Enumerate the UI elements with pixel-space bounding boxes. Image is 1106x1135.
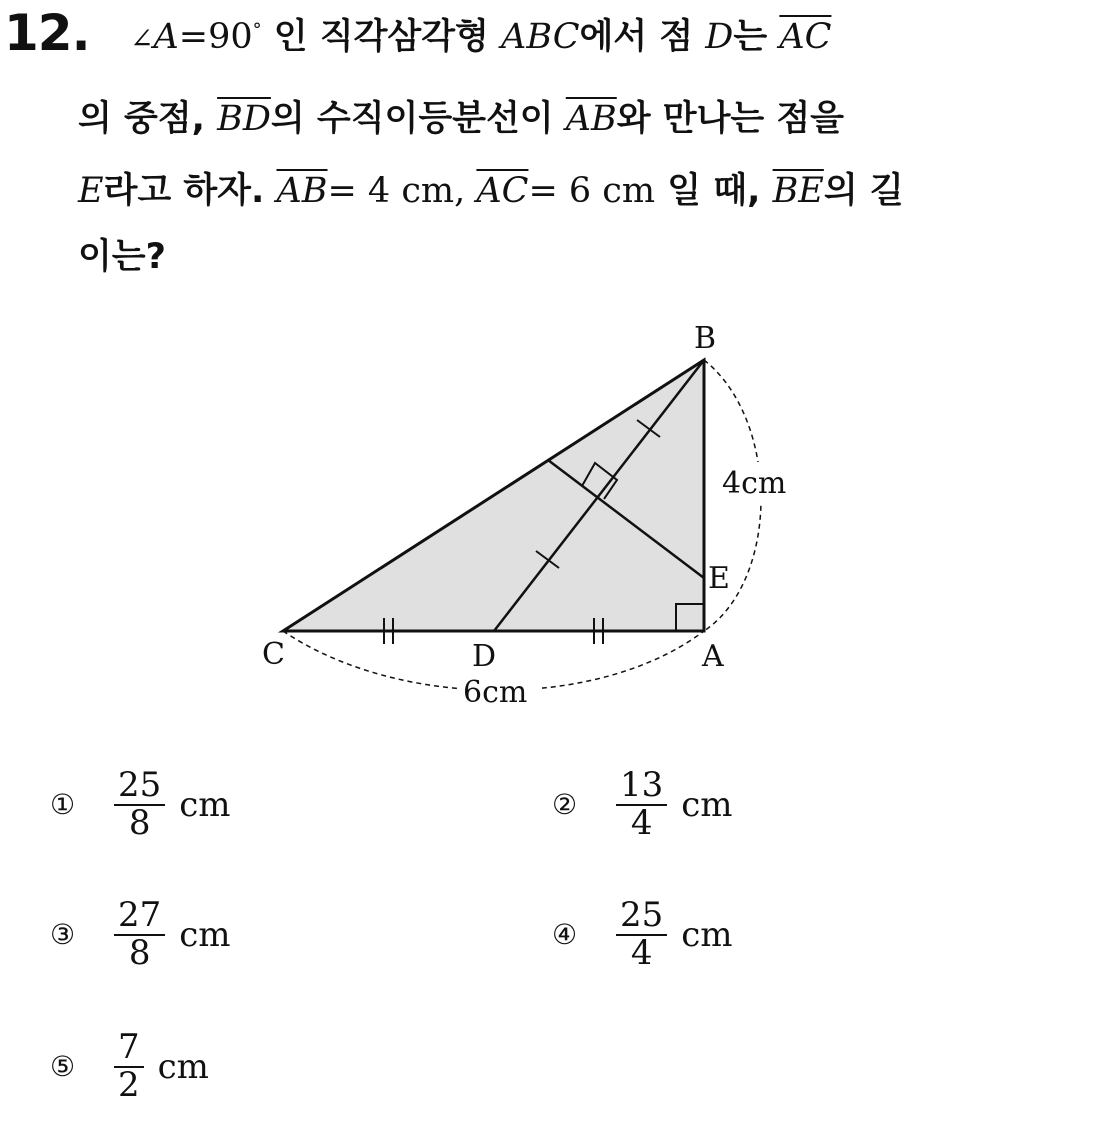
choice-fraction xyxy=(616,765,667,843)
segment-ab: $\overline{AB}$ xyxy=(276,171,328,211)
equals: = xyxy=(178,17,209,57)
choice-fraction xyxy=(114,895,165,973)
choice-3[interactable] xyxy=(50,895,231,973)
label-a: A xyxy=(702,639,724,674)
choice-1[interactable] xyxy=(50,765,231,843)
choice-number: ① xyxy=(50,788,76,822)
ca-length: 6cm xyxy=(463,675,528,710)
question-line-4: 이는? xyxy=(78,237,166,277)
choice-number: ⑤ xyxy=(50,1050,76,1084)
segment-ac: $\overline{AC}$ xyxy=(476,171,529,211)
degree-symbol: ° xyxy=(252,19,262,41)
unit: cm xyxy=(681,784,733,825)
numerator: 25 xyxy=(114,768,165,806)
label-b: B xyxy=(694,321,717,356)
numerator: 27 xyxy=(114,898,165,936)
denominator: 4 xyxy=(630,802,653,843)
label-d: D xyxy=(472,639,497,674)
choice-4[interactable] xyxy=(552,895,733,973)
choice-number: ④ xyxy=(552,918,578,952)
choice-fraction xyxy=(114,1027,144,1105)
triangle-abc xyxy=(283,360,704,631)
text-segment: 라고 하자. xyxy=(103,171,277,211)
denominator: 8 xyxy=(128,802,151,843)
text-segment: 에서 점 xyxy=(579,17,706,57)
numerator: 7 xyxy=(114,1030,144,1068)
segment-bd: $\overline{BD}$ xyxy=(217,99,271,139)
angle-symbol: ∠ xyxy=(130,22,154,55)
unit: cm xyxy=(179,784,231,825)
triangle-name: ABC xyxy=(501,17,580,57)
denominator: 2 xyxy=(118,1064,140,1105)
text-segment: 일 때, xyxy=(655,171,773,211)
unit: cm xyxy=(681,914,733,955)
label-e: E xyxy=(708,561,730,596)
question-number: 12. xyxy=(4,4,90,62)
choice-fraction xyxy=(114,765,165,843)
text-segment: 의 길 xyxy=(823,171,904,211)
label-c: C xyxy=(262,637,285,672)
segment-be: $\overline{BE}$ xyxy=(772,171,824,211)
vertex-a: A xyxy=(153,17,179,57)
text-segment: 인 직각삼각형 xyxy=(261,17,502,57)
choice-number: ③ xyxy=(50,918,76,952)
numerator: 13 xyxy=(616,768,667,806)
choice-2[interactable] xyxy=(552,765,733,843)
segment-ac: $\overline{AC}$ xyxy=(779,17,832,57)
point-d: D xyxy=(705,17,734,57)
denominator: 8 xyxy=(128,932,151,973)
ab-length: 4cm xyxy=(722,466,787,501)
unit: cm xyxy=(157,1046,209,1087)
denominator: 4 xyxy=(630,932,653,973)
text-segment: 의 중점, xyxy=(78,99,218,139)
text-segment: 는 xyxy=(733,17,780,57)
unit: cm xyxy=(179,914,231,955)
ab-value: = 4 cm xyxy=(327,171,455,211)
ac-value: = 6 cm xyxy=(528,171,656,211)
choice-number: ② xyxy=(552,788,578,822)
point-e: E xyxy=(78,171,104,211)
numerator: 25 xyxy=(616,898,667,936)
choice-5[interactable] xyxy=(50,1027,209,1105)
comma: , xyxy=(454,171,477,211)
text-segment: 와 만나는 점을 xyxy=(616,99,844,139)
choice-fraction xyxy=(616,895,667,973)
segment-ab: $\overline{AB}$ xyxy=(565,99,617,139)
angle-value: 90 xyxy=(208,17,253,57)
text-segment: 의 수직이등분선이 xyxy=(270,99,566,139)
